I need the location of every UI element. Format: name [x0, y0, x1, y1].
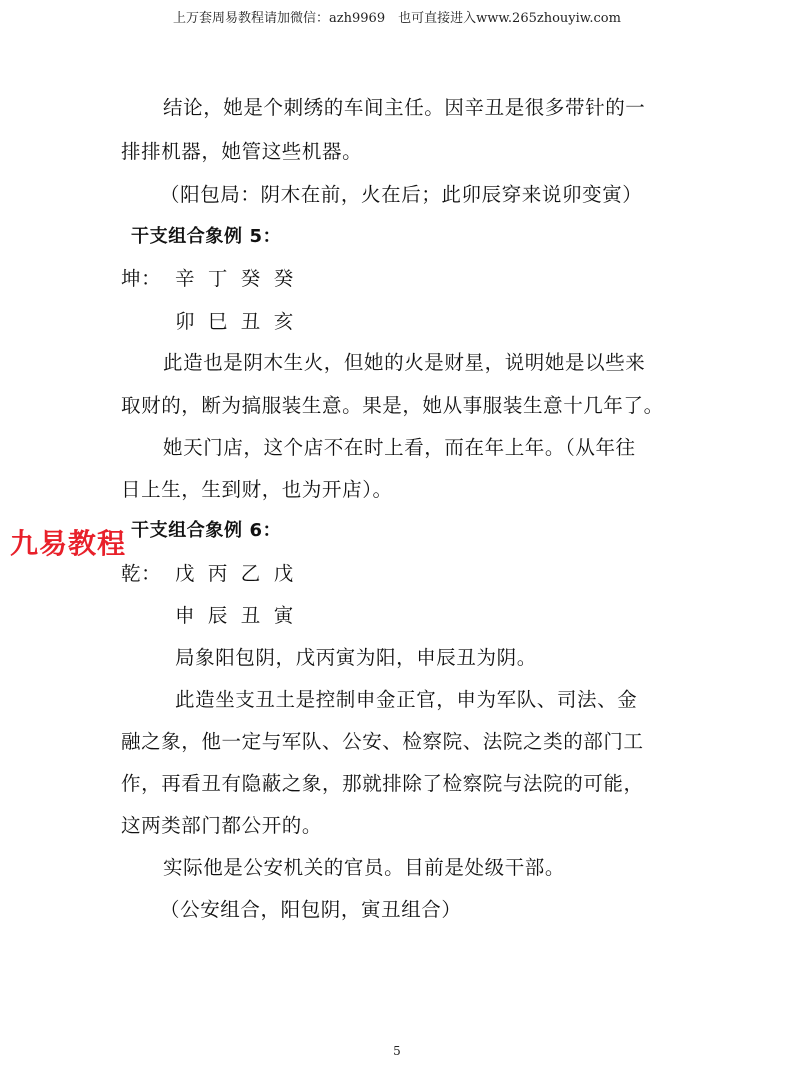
chart-6-label: 乾： — [121, 562, 162, 585]
paragraph-3-line-1: 她天门店，这个店不在时上看，而在年上年。（从年往 — [163, 436, 636, 459]
paragraph-3-line-2: 日上生，生到财，也为开店）。 — [121, 478, 393, 501]
heading-example-6: 干支组合象例 6： — [131, 520, 282, 541]
paragraph-5-line-1: 此造坐支丑土是控制申金正官，申为军队、司法、金 — [175, 688, 638, 711]
paragraph-5-line-2: 融之象，他一定与军队、公安、检察院、法院之类的部门工 — [121, 730, 644, 753]
page-number: 5 — [393, 1044, 401, 1058]
chart-6-branches: 申 辰 丑 寅 — [175, 604, 294, 627]
note-2: （公安组合，阳包阴，寅丑组合） — [160, 898, 462, 921]
paragraph-1-line-2: 排排机器，她管这些机器。 — [121, 140, 363, 163]
paragraph-5-line-4: 这两类部门都公开的。 — [121, 814, 323, 837]
paragraph-1-line-1: 结论，她是个刺绣的车间主任。因辛丑是很多带针的一 — [163, 96, 646, 119]
watermark-logo: 九易教程 — [8, 522, 128, 562]
chart-6-stems: 戊 丙 乙 戊 — [175, 562, 294, 585]
paragraph-6: 实际他是公安机关的官员。目前是处级干部。 — [163, 856, 566, 879]
page-header: 上万套周易教程请加微信：azh9969 也可直接进入www.265zhouyiw.com — [173, 11, 621, 26]
chart-5-branches: 卯 巳 丑 亥 — [175, 310, 294, 333]
paragraph-4: 局象阳包阴，戊丙寅为阳，申辰丑为阴。 — [175, 646, 537, 669]
heading-example-5: 干支组合象例 5： — [131, 226, 282, 247]
paragraph-2-line-2: 取财的，断为搞服装生意。果是，她从事服装生意十几年了。 — [121, 394, 664, 417]
chart-5-label: 坤： — [121, 267, 162, 290]
note-1: （阳包局：阴木在前，火在后；此卯辰穿来说卯变寅） — [160, 183, 643, 206]
paragraph-5-line-3: 作，再看丑有隐蔽之象，那就排除了检察院与法院的可能， — [121, 772, 644, 795]
paragraph-2-line-1: 此造也是阴木生火，但她的火是财星，说明她是以些来 — [163, 351, 646, 374]
chart-5-stems: 辛 丁 癸 癸 — [175, 267, 294, 290]
